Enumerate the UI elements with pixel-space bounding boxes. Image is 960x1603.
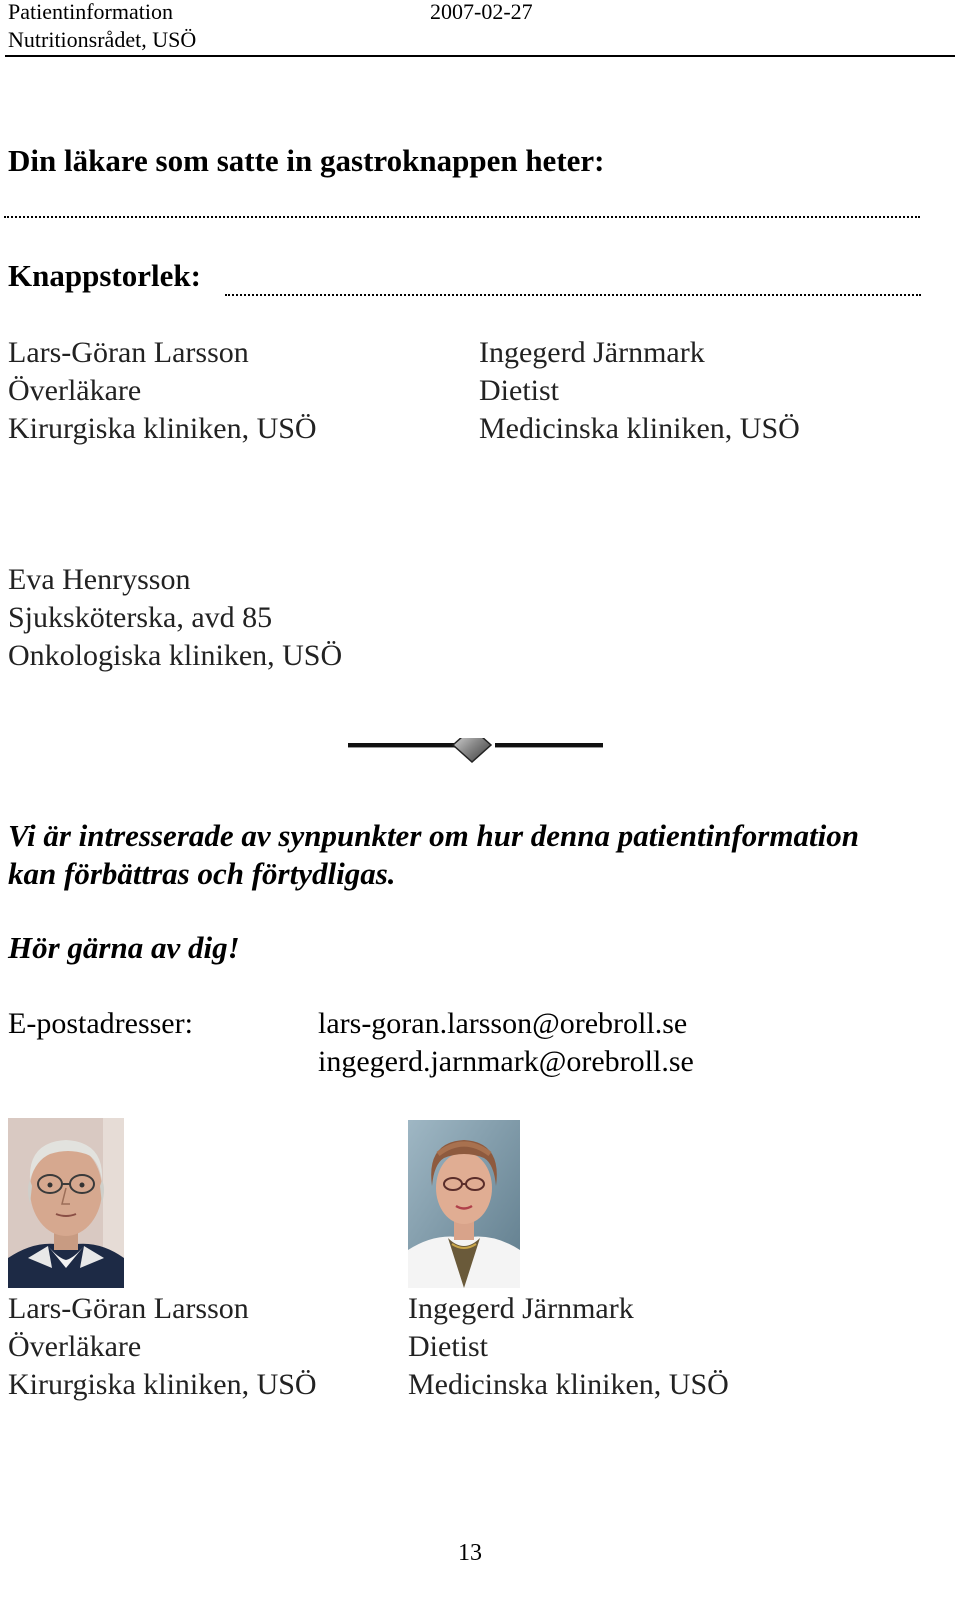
feedback-line-3: Hör gärna av dig!: [8, 930, 240, 965]
email-label: E-postadresser:: [8, 1007, 193, 1040]
contact-clinic: Onkologiska kliniken, USÖ: [8, 639, 343, 672]
button-size-label: Knappstorlek:: [8, 258, 201, 293]
button-size-line: [225, 294, 921, 296]
contact-name: Lars-Göran Larsson: [8, 1292, 249, 1325]
header-department: Nutritionsrådet, USÖ: [8, 27, 197, 52]
email-address-jarnmark[interactable]: ingegerd.jarnmark@orebroll.se: [318, 1045, 694, 1078]
photo-jarnmark: [408, 1120, 520, 1288]
feedback-line-2: kan förbättras och förtydligas.: [8, 856, 396, 891]
contact-henrysson: [8, 561, 342, 675]
contact-role: Dietist: [408, 1330, 488, 1363]
contact-role: Överläkare: [8, 374, 142, 407]
header-date: 2007-02-27: [430, 0, 533, 24]
doctor-name-line: [4, 216, 920, 218]
contact-larsson: [8, 334, 317, 448]
contact-larsson-bottom: [8, 1290, 317, 1404]
email-list: [318, 1005, 694, 1081]
contact-clinic: Medicinska kliniken, USÖ: [479, 412, 800, 445]
contact-clinic: Kirurgiska kliniken, USÖ: [8, 412, 317, 445]
photo-larsson: [8, 1118, 124, 1288]
contact-role: Dietist: [479, 374, 559, 407]
contact-name: Ingegerd Järnmark: [408, 1292, 634, 1325]
contact-name: Ingegerd Järnmark: [479, 336, 705, 369]
contact-role: Överläkare: [8, 1330, 142, 1363]
contact-role: Sjuksköterska, avd 85: [8, 601, 273, 634]
contact-clinic: Medicinska kliniken, USÖ: [408, 1368, 729, 1401]
contact-name: Lars-Göran Larsson: [8, 336, 249, 369]
doctor-heading: Din läkare som satte in gastroknappen heter:: [8, 143, 605, 178]
page-number: 13: [458, 1540, 482, 1566]
contact-jarnmark: [479, 334, 800, 448]
header-title: Patientinformation: [8, 0, 173, 24]
contact-name: Eva Henrysson: [8, 563, 191, 596]
feedback-line-1: Vi är intresserade av synpunkter om hur denna patientinformation: [8, 818, 859, 853]
ornament-divider: [348, 738, 618, 778]
contact-jarnmark-bottom: [408, 1290, 729, 1404]
contact-clinic: Kirurgiska kliniken, USÖ: [8, 1368, 317, 1401]
email-address-larsson[interactable]: lars-goran.larsson@orebroll.se: [318, 1007, 688, 1040]
header-rule: [5, 55, 955, 57]
